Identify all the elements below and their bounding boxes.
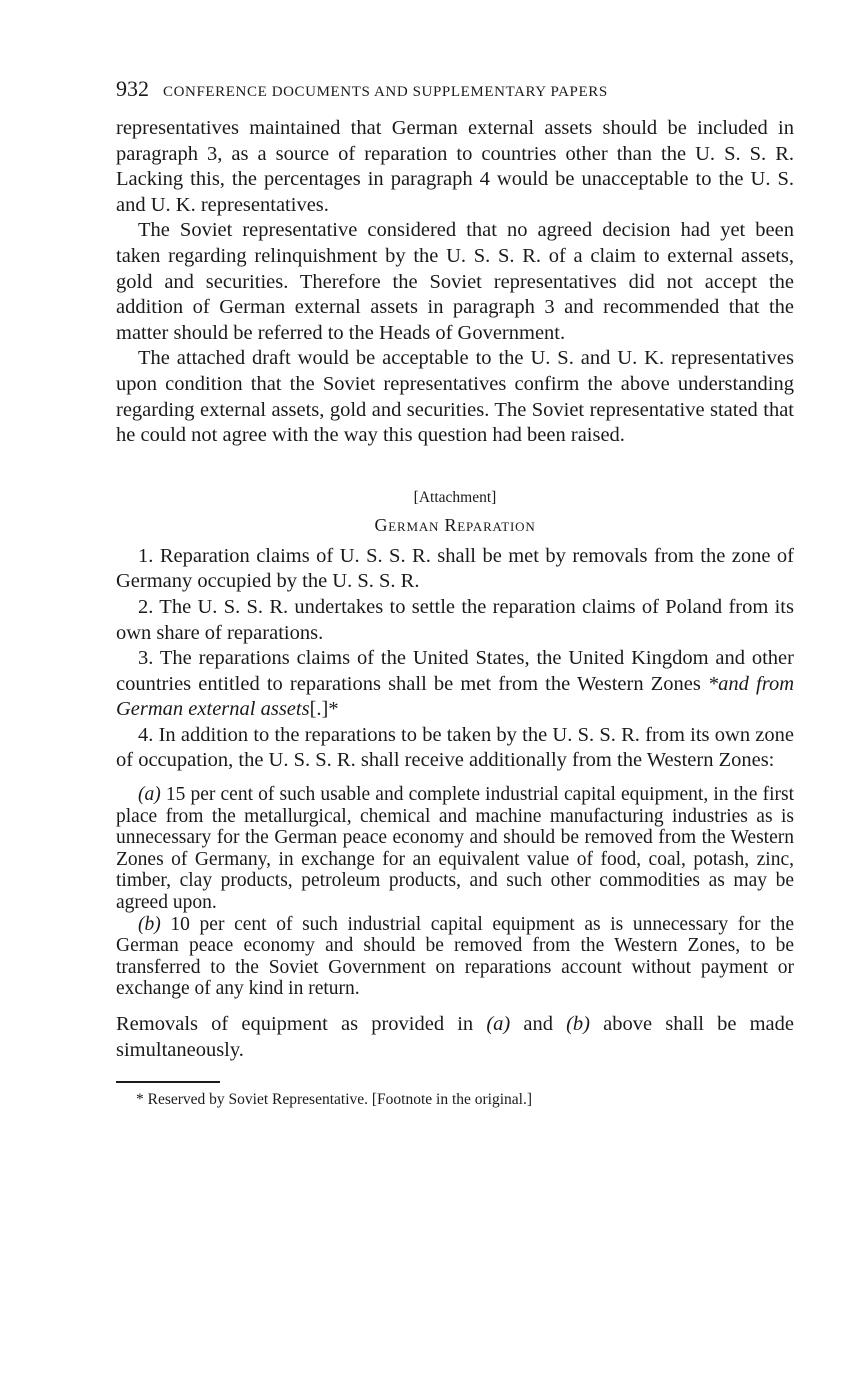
sub-item-b — [116, 914, 794, 1000]
paragraph-2: The Soviet representative considered that no agreed decision had yet been taken regarding relinquishment by the U. S. S. R. of a claim to external assets, gold and securities. Therefore the Soviet representatives did not accept the addition of German external assets in paragraph 3 and recommended that the matter should be referred to the Heads of Government. — [116, 219, 794, 344]
attachment-label: [Attachment] — [413, 488, 497, 506]
closing-ref-a: (a) — [486, 1013, 511, 1035]
sub-item-a — [116, 784, 794, 914]
document-page — [116, 76, 794, 1109]
paragraph-3: The attached draft would be acceptable to the U. S. and U. K. representatives upon condition that the Soviet representatives confirm the above understanding regarding external assets, gold and securities. The Soviet representative stated that he could not agree with the way this question had been raised. — [116, 347, 794, 447]
item-2: 2. The U. S. S. R. undertakes to settle the reparation claims of Poland from its own share of reparations. — [116, 595, 794, 644]
closing-text-1: Removals of equipment as provided in — [116, 1013, 487, 1035]
footnote-rule — [116, 1081, 220, 1083]
sub-item-b-text: 10 per cent of such industrial capital equipment as is unnecessary for the German peace economy and should be removed from the Western Zones, to be transferred to the Soviet Government on reparations account without payment or exchange of any kind in return. — [116, 913, 794, 1000]
closing-ref-b: (b) — [566, 1013, 591, 1035]
running-title: CONFERENCE DOCUMENTS AND SUPPLEMENTARY PAPERS — [163, 84, 608, 100]
closing-text-2: and — [510, 1013, 567, 1035]
section-title: German Reparation — [374, 514, 536, 535]
item-4: 4. In addition to the reparations to be taken by the U. S. S. R. from its own zone of occupation, the U. S. S. R. shall receive additionally from the Western Zones: — [116, 723, 794, 772]
closing-paragraph — [116, 1012, 794, 1063]
sub-item-b-marker: (b) — [138, 913, 161, 935]
item-3-text: 3. The reparations claims of the United States, the United Kingdom and other countries entitled to reparations shall be met from the Western Zones — [116, 647, 794, 695]
item-3-reserved-clause: *and from German external assets — [116, 672, 794, 721]
running-head — [116, 76, 794, 102]
item-1: 1. Reparation claims of U. S. S. R. shall be met by removals from the zone of Germany occupied by the U. S. S. R. — [116, 544, 794, 593]
item-3 — [116, 646, 794, 723]
item-3-suffix: [.]* — [309, 698, 339, 721]
paragraph-1: representatives maintained that German external assets should be included in paragraph 3, as a source of reparation to countries other than the U. S. S. R. Lacking this, the percentages in paragraph 4 would be unacceptable to the U. S. and U. K. representatives. — [116, 117, 794, 216]
closing-text-3: above shall be made simultaneously. — [116, 1013, 794, 1061]
sub-item-a-text: 15 per cent of such usable and complete industrial capital equipment, in the first place from the metallurgical, chemical and machine manufacturing industries as is unnecessary for the German peace economy and should be removed from the Western Zones of Germany, in exchange for an equivalent value of food, coal, potash, zinc, timber, clay products, petroleum products, and such other commodities as may be agreed upon. — [116, 784, 794, 914]
page-number: 932 — [116, 76, 149, 101]
sub-items — [116, 784, 794, 1000]
footnote: * Reserved by Soviet Representative. [Footnote in the original.] — [136, 1091, 533, 1109]
sub-item-a-marker: (a) — [138, 784, 161, 806]
